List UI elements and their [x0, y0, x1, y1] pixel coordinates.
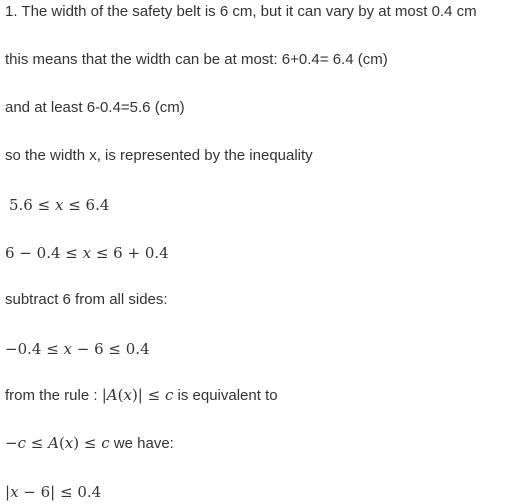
math-part: )| ≤ — [131, 386, 165, 404]
math-variable: x — [54, 196, 64, 214]
inequality-6-minus — [5, 244, 169, 262]
line-10 — [5, 434, 174, 453]
math-part: | — [5, 483, 11, 501]
math-part: 5.6 ≤ — [9, 196, 55, 214]
math-variable: A — [48, 434, 59, 452]
absolute-value-inequality — [5, 483, 101, 501]
line-7: subtract 6 from all sides: — [5, 291, 168, 308]
math-variable: A — [106, 386, 118, 404]
math-part: − 6| ≤ 0.4 — [18, 483, 102, 501]
line-4: so the width x, is represented by the inequality — [5, 147, 313, 164]
inequality-subtracted — [5, 340, 150, 358]
math-part: ( — [58, 434, 65, 452]
line-9-tail: is equivalent to — [173, 387, 278, 404]
math-part: −0.4 ≤ — [5, 340, 64, 358]
line-9 — [5, 386, 278, 405]
math-part: 6 − 0.4 ≤ — [5, 244, 83, 262]
math-part: ≤ 6.4 — [63, 196, 110, 214]
math-part: − 6 ≤ 0.4 — [72, 340, 150, 358]
rule-equivalent-expression — [5, 434, 110, 452]
line-10-tail: we have: — [109, 435, 174, 452]
math-part: ) ≤ — [73, 434, 102, 452]
math-variable: x — [123, 386, 132, 404]
math-variable: x — [82, 244, 92, 262]
math-part: ≤ 6 + 0.4 — [91, 244, 169, 262]
math-part: ( — [117, 386, 124, 404]
line-3: and at least 6-0.4=5.6 (cm) — [5, 99, 185, 116]
inequality-5-6 — [9, 196, 109, 214]
math-variable: c — [164, 386, 174, 404]
line-9-text: from the rule : — [5, 387, 102, 404]
math-part: − — [5, 434, 18, 452]
line-1: 1. The width of the safety belt is 6 cm, but it can vary by at most 0.4 cm — [5, 3, 477, 20]
math-variable: x — [10, 483, 19, 501]
math-variable: x — [63, 340, 72, 358]
math-variable: c — [101, 434, 110, 452]
math-part: ≤ — [25, 434, 49, 452]
math-part: | — [101, 386, 107, 404]
math-variable: x — [64, 434, 74, 452]
line-2: this means that the width can be at most: 6+0.4= 6.4 (cm) — [5, 51, 388, 68]
rule-expression — [102, 386, 174, 404]
math-variable: c — [17, 434, 26, 452]
